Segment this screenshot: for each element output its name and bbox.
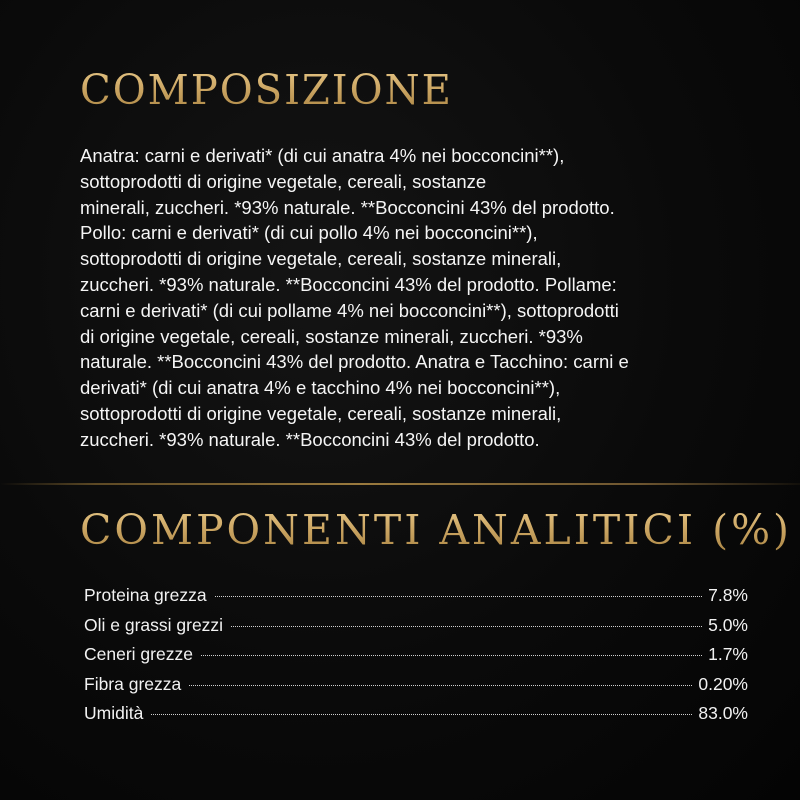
table-row <box>84 615 748 645</box>
table-row <box>84 703 748 733</box>
composition-line: sottoprodotti di origine vegetale, cereali, sostanze minerali, <box>80 402 562 424</box>
composition-line: sottoprodotti di origine vegetale, cereali, sostanze minerali, <box>80 248 562 270</box>
component-label: Fibra grezza <box>84 673 182 694</box>
component-label: Ceneri grezze <box>84 644 193 664</box>
composition-heading: COMPOSIZIONE <box>80 66 453 114</box>
composition-line: minerali, zuccheri. *93% naturale. **Bocconcini 43% del prodotto. <box>80 196 615 218</box>
component-value: 1.7% <box>708 644 748 664</box>
analytical-components-table <box>84 585 748 733</box>
composition-line: zuccheri. *93% naturale. **Bocconcini 43% del prodotto. Pollame: <box>80 273 617 295</box>
composition-line: naturale. **Bocconcini 43% del prodotto. Anatra e Tacchino: carni e <box>80 351 629 373</box>
table-row <box>84 585 748 615</box>
dot-leader <box>215 596 703 597</box>
dot-leader <box>189 685 692 686</box>
composition-line: derivati* (di cui anatra 4% e tacchino 4% nei bocconcini**), <box>80 377 561 399</box>
component-label: Oli e grassi grezzi <box>84 614 224 635</box>
component-value: 5.0% <box>708 614 748 635</box>
dot-leader <box>231 626 702 627</box>
component-label: Umidità <box>84 703 144 723</box>
composition-text <box>80 143 770 453</box>
dot-leader <box>151 714 692 715</box>
analytics-heading: COMPONENTI ANALITICI (%) <box>80 506 793 554</box>
composition-line: sottoprodotti di origine vegetale, cereali, sostanze <box>80 170 487 192</box>
composition-line: Anatra: carni e derivati* (di cui anatra 4% nei bocconcini**), <box>80 145 565 166</box>
section-divider <box>0 483 800 485</box>
table-row <box>84 644 748 674</box>
component-value: 0.20% <box>698 673 748 694</box>
composition-line: di origine vegetale, cereali, sostanze minerali, zuccheri. *93% <box>80 325 583 347</box>
table-row <box>84 674 748 704</box>
dot-leader <box>201 655 702 656</box>
composition-line: zuccheri. *93% naturale. **Bocconcini 43% del prodotto. <box>80 428 540 450</box>
component-label: Proteina grezza <box>84 585 207 605</box>
component-value: 7.8% <box>708 585 748 605</box>
composition-line: Pollo: carni e derivati* (di cui pollo 4% nei bocconcini**), <box>80 222 538 244</box>
component-value: 83.0% <box>698 703 748 723</box>
composition-line: carni e derivati* (di cui pollame 4% nei bocconcini**), sottoprodotti <box>80 299 619 321</box>
